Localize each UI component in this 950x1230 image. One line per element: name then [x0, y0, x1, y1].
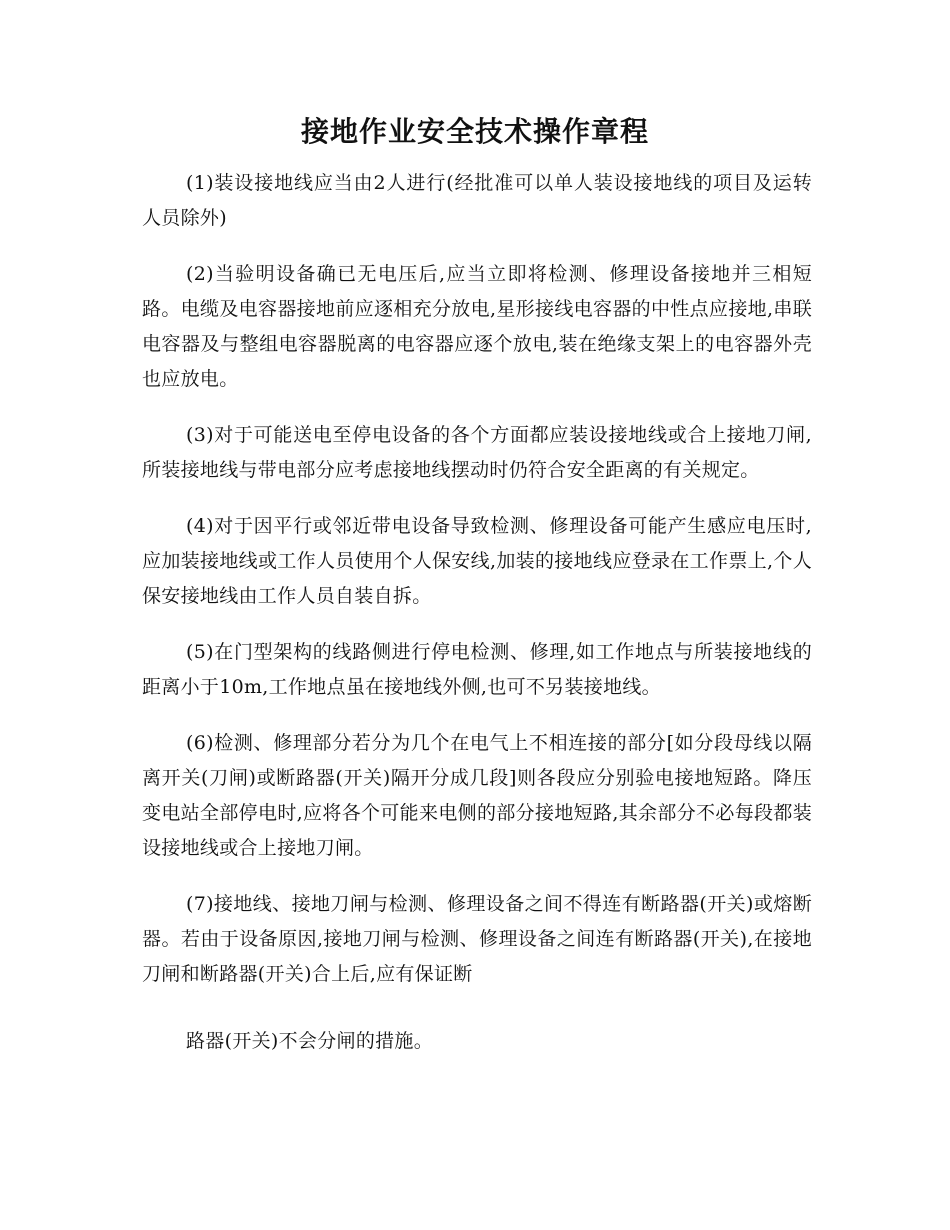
paragraph-7: (7)接地线、接地刀闸与检测、修理设备之间不得连有断路器(开关)或熔断器。若由于设备原因,接地刀闸与检测、修理设备之间连有断路器(开关),在接地刀闸和断路器(开关)合上后,应有保证断 [142, 893, 812, 985]
paragraph-4: (4)对于因平行或邻近带电设备导致检测、修理设备可能产生感应电压时,应加装接地线或工作人员使用个人保安线,加装的接地线应登录在工作票上,个人保安接地线由工作人员自装自拆。 [142, 515, 812, 607]
paragraph-5: (5)在门型架构的线路侧进行停电检测、修理,如工作地点与所装接地线的距离小于10m,工作地点虽在接地线外侧,也可不另装接地线。 [142, 641, 812, 698]
paragraph-7-continuation: 路器(开关)不会分闸的措施。 [186, 1030, 434, 1052]
paragraph-1: (1)装设接地线应当由2人进行(经批准可以单人装设接地线的项目及运转人员除外) [142, 172, 812, 229]
paragraph-3: (3)对于可能送电至停电设备的各个方面都应装设接地线或合上接地刀闸,所装接地线与带电部分应考虑接地线摆动时仍符合安全距离的有关规定。 [142, 424, 812, 481]
paragraph-2: (2)当验明设备确已无电压后,应当立即将检测、修理设备接地并三相短路。电缆及电容器接地前应逐相充分放电,星形接线电容器的中性点应接地,串联电容器及与整组电容器脱离的电容器应逐个放电,装在绝缘支架上的电容器外壳也应放电。 [142, 263, 812, 390]
document-body [142, 166, 812, 1080]
paragraph-6: (6)检测、修理部分若分为几个在电气上不相连接的部分[如分段母线以隔离开关(刀闸)或断路器(开关)隔开分成几段]则各段应分别验电接地短路。降压变电站全部停电时,应将各个可能来电侧的部分接地短路,其余部分不必每段都装设接地线或合上接地刀闸。 [142, 732, 812, 859]
document-title: 接地作业安全技术操作章程 [300, 115, 649, 148]
